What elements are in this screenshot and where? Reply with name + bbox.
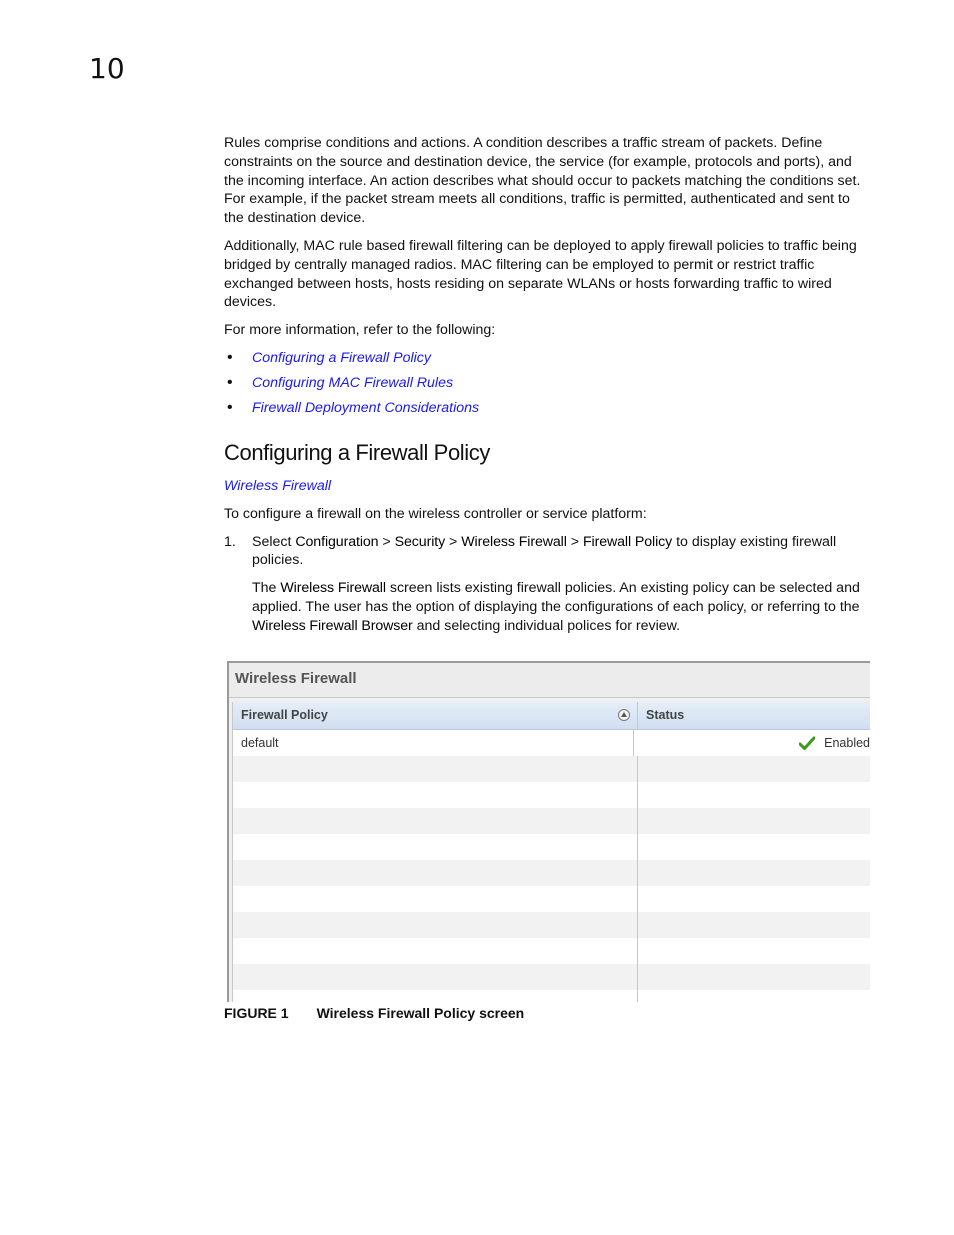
- window-title: Wireless Firewall: [229, 663, 870, 698]
- table-row: [233, 808, 870, 834]
- page-content: [224, 134, 869, 636]
- table-row: [233, 834, 870, 860]
- detail-text: and selecting individual polices for review.: [412, 617, 681, 634]
- sort-ascending-icon[interactable]: [618, 709, 630, 721]
- status-text: Enabled: [824, 736, 870, 750]
- step-1-detail: [224, 579, 869, 635]
- detail-text: screen lists existing firewall policies. An existing policy can be selected and applied. The user has the option of displaying the configurations of each policy, or referring to the: [252, 580, 860, 615]
- table-row: [233, 782, 870, 808]
- path-separator: >: [566, 533, 583, 550]
- ui-wireless-firewall: Wireless Firewall: [461, 533, 567, 550]
- table-row: [233, 860, 870, 886]
- step-number: 1.: [224, 533, 236, 550]
- figure-caption: [224, 1005, 524, 1021]
- list-item: [224, 399, 869, 424]
- list-item: [224, 349, 869, 374]
- detail-text: The: [252, 580, 281, 597]
- figure-caption-text: Wireless Firewall Policy screen: [316, 1005, 525, 1021]
- table-row: [233, 756, 870, 782]
- link-firewall-deployment-considerations[interactable]: Firewall Deployment Considerations: [252, 399, 480, 416]
- ui-configuration: Configuration: [295, 533, 379, 550]
- wireless-firewall-screenshot: [227, 661, 870, 1002]
- step-suffix: to display existing firewall policies.: [252, 533, 837, 569]
- policy-table: [232, 702, 870, 1002]
- policy-name-cell: default: [233, 730, 634, 756]
- intro-paragraph-2: Additionally, MAC rule based firewall filtering can be deployed to apply firewall policies to traffic being bridged by centrally managed radios. MAC filtering can be employed to permit or restrict traffic exchanged between hosts, hosts residing on separate WLANs or hosts forwarding traffic to wired devices.: [224, 237, 857, 311]
- status-cell: [634, 730, 870, 756]
- table-row: [233, 886, 870, 912]
- table-row: [233, 990, 870, 1002]
- step-prefix: Select: [252, 533, 296, 550]
- table-row[interactable]: [233, 730, 870, 756]
- ui-wireless-firewall-screen: Wireless Firewall: [280, 580, 386, 597]
- table-header: [233, 702, 870, 730]
- chapter-number: 10: [89, 52, 125, 85]
- section-title: Configuring a Firewall Policy: [224, 439, 490, 465]
- column-header-status[interactable]: Status: [646, 708, 685, 722]
- section-lead: To configure a firewall on the wireless controller or service platform:: [224, 505, 647, 522]
- link-wireless-firewall[interactable]: Wireless Firewall: [224, 477, 332, 494]
- ui-wireless-firewall-browser: Wireless Firewall Browser: [252, 617, 413, 634]
- figure-label: FIGURE 1: [224, 1005, 289, 1021]
- column-label: Firewall Policy: [241, 708, 328, 722]
- table-body: [233, 730, 870, 1002]
- link-configuring-firewall-policy[interactable]: Configuring a Firewall Policy: [252, 349, 431, 366]
- list-item: [224, 374, 869, 399]
- path-separator: >: [378, 533, 395, 550]
- column-header-firewall-policy[interactable]: [233, 702, 638, 729]
- table-row: [233, 938, 870, 964]
- reference-list: [224, 349, 869, 424]
- intro-paragraph-1: Rules comprise conditions and actions. A condition describes a traffic stream of packets. Define constraints on the source and destination device, the service (for example, protocols and ports), and the incoming interface. An action describes what should occur to packets matching the conditions set. For example, if the packet stream meets all conditions, traffic is permitted, authenticated and sent to the destination device.: [224, 135, 861, 227]
- step-1: [224, 533, 869, 571]
- check-icon: [799, 736, 815, 750]
- table-row: [233, 912, 870, 938]
- ui-security: Security: [394, 533, 446, 550]
- link-configuring-mac-firewall-rules[interactable]: Configuring MAC Firewall Rules: [252, 374, 454, 391]
- intro-paragraph-3: For more information, refer to the following:: [224, 322, 496, 339]
- path-separator: >: [445, 533, 462, 550]
- table-row: [233, 964, 870, 990]
- ui-firewall-policy: Firewall Policy: [582, 533, 673, 550]
